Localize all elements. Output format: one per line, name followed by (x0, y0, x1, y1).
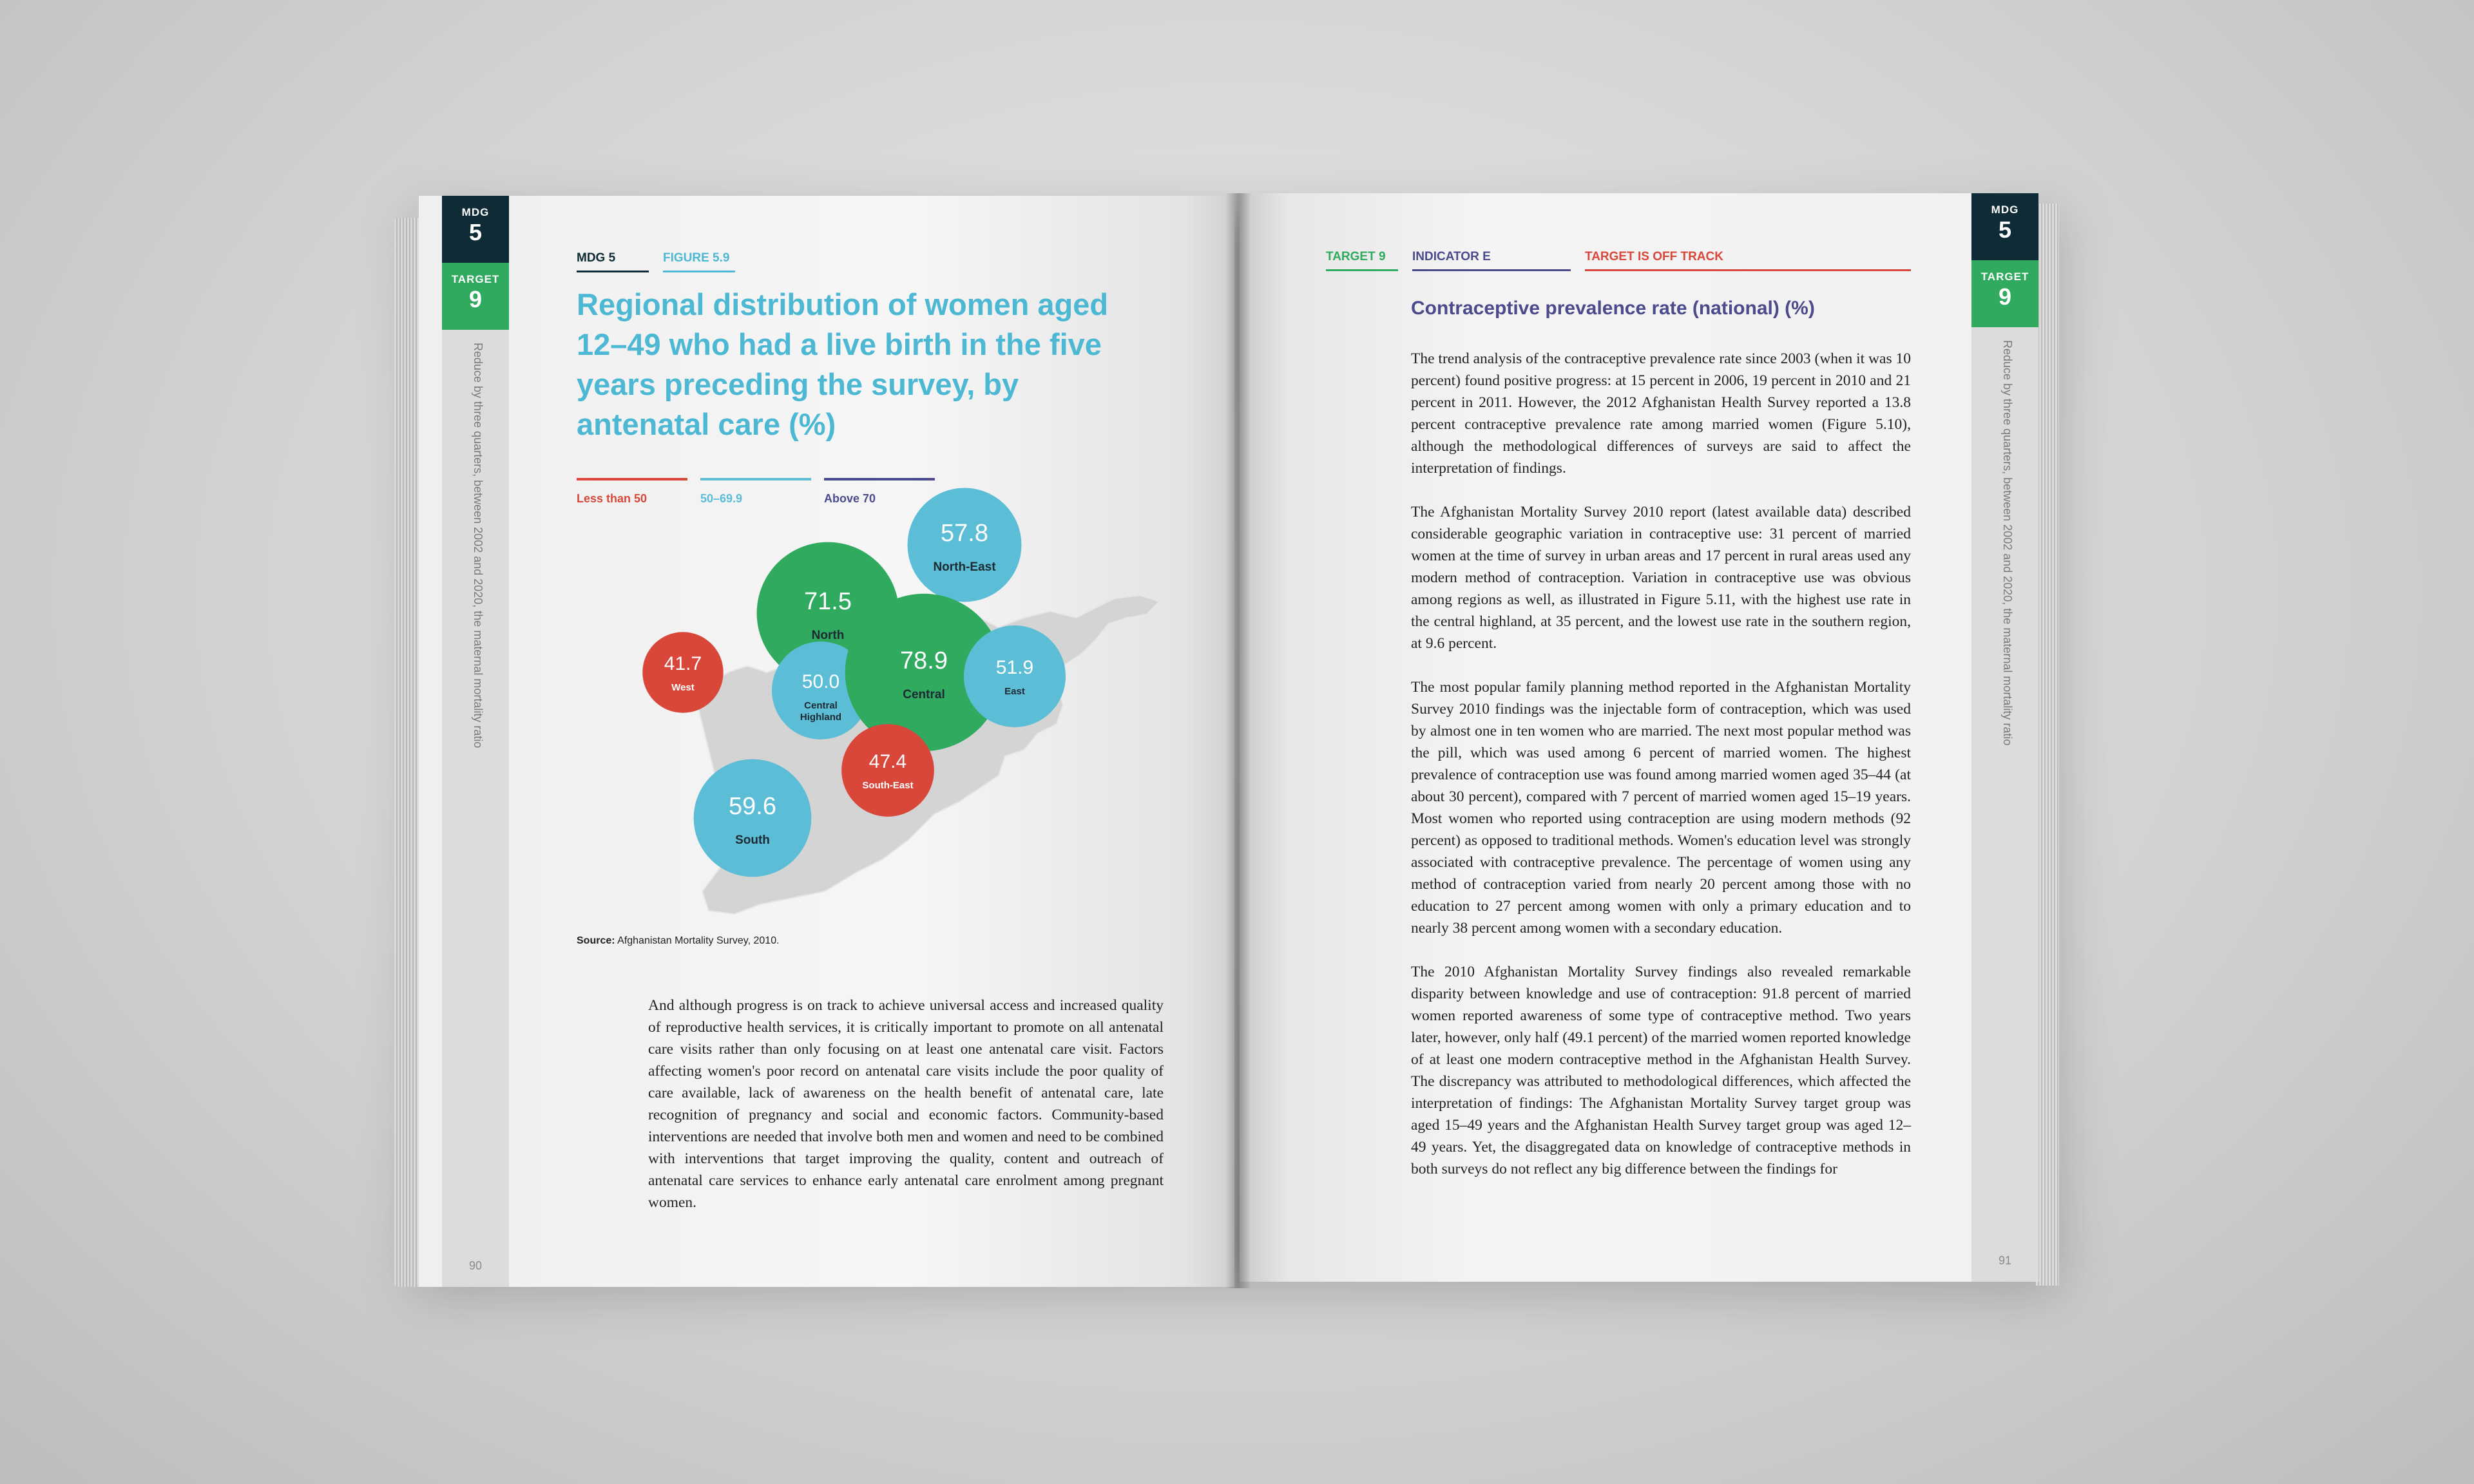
legend-label: 50–69.9 (700, 492, 743, 505)
bubble-region-label: Central (903, 688, 945, 701)
body-paragraph: The 2010 Afghanistan Mortality Survey findings also revealed remarkable disparity between knowledge and use of contraception: 91.8 percent of married women reported awareness of some type of contraceptive method. Two years later, however, only half (49.1 percent) of the married women reported knowledge of at least one modern contraceptive method in the Afghanistan Health Survey. The discrepancy was attributed to methodological differences, which affected the interpretation of findings: The Afghanistan Mortality Survey target group was aged 15–49 years and the Afghanistan Health Survey target group was aged 12–49 years. Yet, the disaggregated data on knowledge of contraceptive methods in both surveys do not reflect any big difference between the findings for (1411, 964, 1911, 1177)
left-page (419, 196, 1234, 1287)
left-tag-row (577, 251, 735, 272)
bubble-value: 50.0 (801, 671, 840, 692)
mdg-badge (442, 196, 509, 263)
bubble-value: 71.5 (804, 588, 852, 615)
bubble-south-east (841, 724, 934, 817)
bubble-region-label: West (671, 682, 695, 693)
status-tag: TARGET IS OFF TRACK (1585, 250, 1911, 271)
bubble-region-label: East (1004, 686, 1025, 697)
bubble-value: 78.9 (900, 647, 948, 674)
body-paragraph: The Afghanistan Mortality Survey 2010 report (latest available data) described considerable geographic variation in contraceptive use: 31 percent of married women at the time of survey in urban areas and 17 percent in rural areas used any modern method of contraception. Variation in contraceptive use was obvious among regions as well, as illustrated in Figure 5.11, with the highest use rate in the central highland, at 35 percent, and the lowest use rate in the southern region, at 9.6 percent. (1411, 504, 1911, 652)
mdg-badge (1971, 193, 2038, 260)
rail-vertical-text: Reduce by three quarters, between 2002 and 2020, the maternal mortality ratio (2001, 340, 2014, 746)
left-side-rail (442, 196, 509, 1287)
source-text: Afghanistan Mortality Survey, 2010. (615, 935, 780, 946)
figure-title: Regional distribution of women aged 12–49 who had a live birth in the five years preceding the survey, by antenatal care (%) (577, 287, 1109, 441)
mdg-badge-number: 5 (1998, 216, 2012, 243)
figure-tag: FIGURE 5.9 (663, 251, 735, 272)
bubble-region-label: North (811, 629, 845, 642)
bubble-west (642, 632, 723, 712)
bubble-value: 51.9 (995, 657, 1034, 678)
target-tag: TARGET 9 (1326, 250, 1398, 271)
bubble-region-label: Central (804, 700, 838, 711)
legend-label: Less than 50 (577, 492, 647, 505)
bubble-north-east (908, 488, 1022, 602)
page-number: 90 (468, 1259, 483, 1272)
right-body (1411, 348, 1911, 1202)
body-paragraph: The trend analysis of the contraceptive prevalence rate since 2003 (when it was 10 percent) found positive progress: at 15 percent in 2006, 19 percent in 2010 and 21 percent in 2011. However, the 2012 Afghanistan Health Survey reported a 13.8 percent contraceptive prevalence rate among married women (Figure 5.10), although the methodological differences of surveys are said to affect the interpretation of findings. (1411, 350, 1911, 477)
section-title: Contraceptive prevalence rate (national) (%) (1411, 298, 1815, 319)
right-tag-row (1326, 250, 1911, 271)
target-badge-label: TARGET (451, 273, 500, 285)
figure-source (577, 935, 780, 947)
target-badge-label: TARGET (1980, 271, 2029, 283)
mdg-badge-number: 5 (468, 219, 483, 245)
target-badge (442, 263, 509, 330)
bubble-value: 47.4 (868, 751, 907, 772)
afghanistan-region-map (612, 479, 1166, 930)
bubble-region-label: North-East (933, 560, 996, 574)
legend-label: Above 70 (824, 492, 876, 505)
rail-vertical-text: Reduce by three quarters, between 2002 and 2020, the maternal mortality ratio (472, 343, 484, 748)
target-badge-number: 9 (468, 286, 483, 312)
bubble-region-label: South (735, 833, 770, 847)
bubble-east (964, 625, 1066, 727)
bubble-south (694, 759, 812, 877)
left-body-paragraph: And although progress is on track to achieve universal access and increased quality of reproductive health services, it is critically important to promote on all antenatal care visits rather than only focusing on at least one antenatal care visit. Factors affecting women's poor record on antenatal care visits include the poor quality of care available, lack of awareness on the health benefit of antenatal care, late recognition of pregnancy and social and economic factors. Community-based interventions are needed that involve both men and women and need to be combined with interventions that target improving the quality, content and outreach of antenatal care services to enhance early antenatal care enrolment among pregnant women. (648, 997, 1164, 1211)
bubble-value: 59.6 (729, 793, 776, 820)
bubble-region-label: Highland (800, 712, 842, 723)
indicator-tag: INDICATOR E (1412, 250, 1571, 271)
mdg-tag: MDG 5 (577, 251, 649, 272)
right-page (1240, 193, 2038, 1282)
target-badge (1971, 260, 2038, 327)
mdg-badge-label: MDG (461, 206, 490, 218)
body-paragraph: The most popular family planning method reported in the Afghanistan Mortality Survey 2010 findings was the injectable form of contraception, which was used by almost one in ten women who are married. The next most popular method was the pill, which was used among 6 percent of married women. The highest prevalence of contraception use was found among married women aged 35–44 (at about 30 percent), compared with 7 percent of married women aged 15–19 years. Most women who reported using contraception are using modern methods (92 percent) as opposed to traditional methods. Women's education level was strongly associated with contraceptive prevalence. The percentage of women using any method of contraception varied from nearly 20 percent among those with no education to 27 percent among women with only a primary education and to nearly 38 percent among women with a secondary education. (1411, 679, 1911, 937)
source-label: Source: (577, 935, 615, 946)
book-gutter (1225, 193, 1251, 1288)
bubble-value: 57.8 (941, 520, 988, 547)
mdg-badge-label: MDG (1991, 204, 2019, 216)
page-number: 91 (1998, 1254, 2012, 1267)
bubble-region-label: South-East (862, 780, 914, 791)
bubble-value: 41.7 (664, 653, 702, 674)
right-side-rail (1971, 193, 2038, 1282)
target-badge-number: 9 (1998, 283, 2012, 310)
page-stack-right (2036, 204, 2059, 1286)
